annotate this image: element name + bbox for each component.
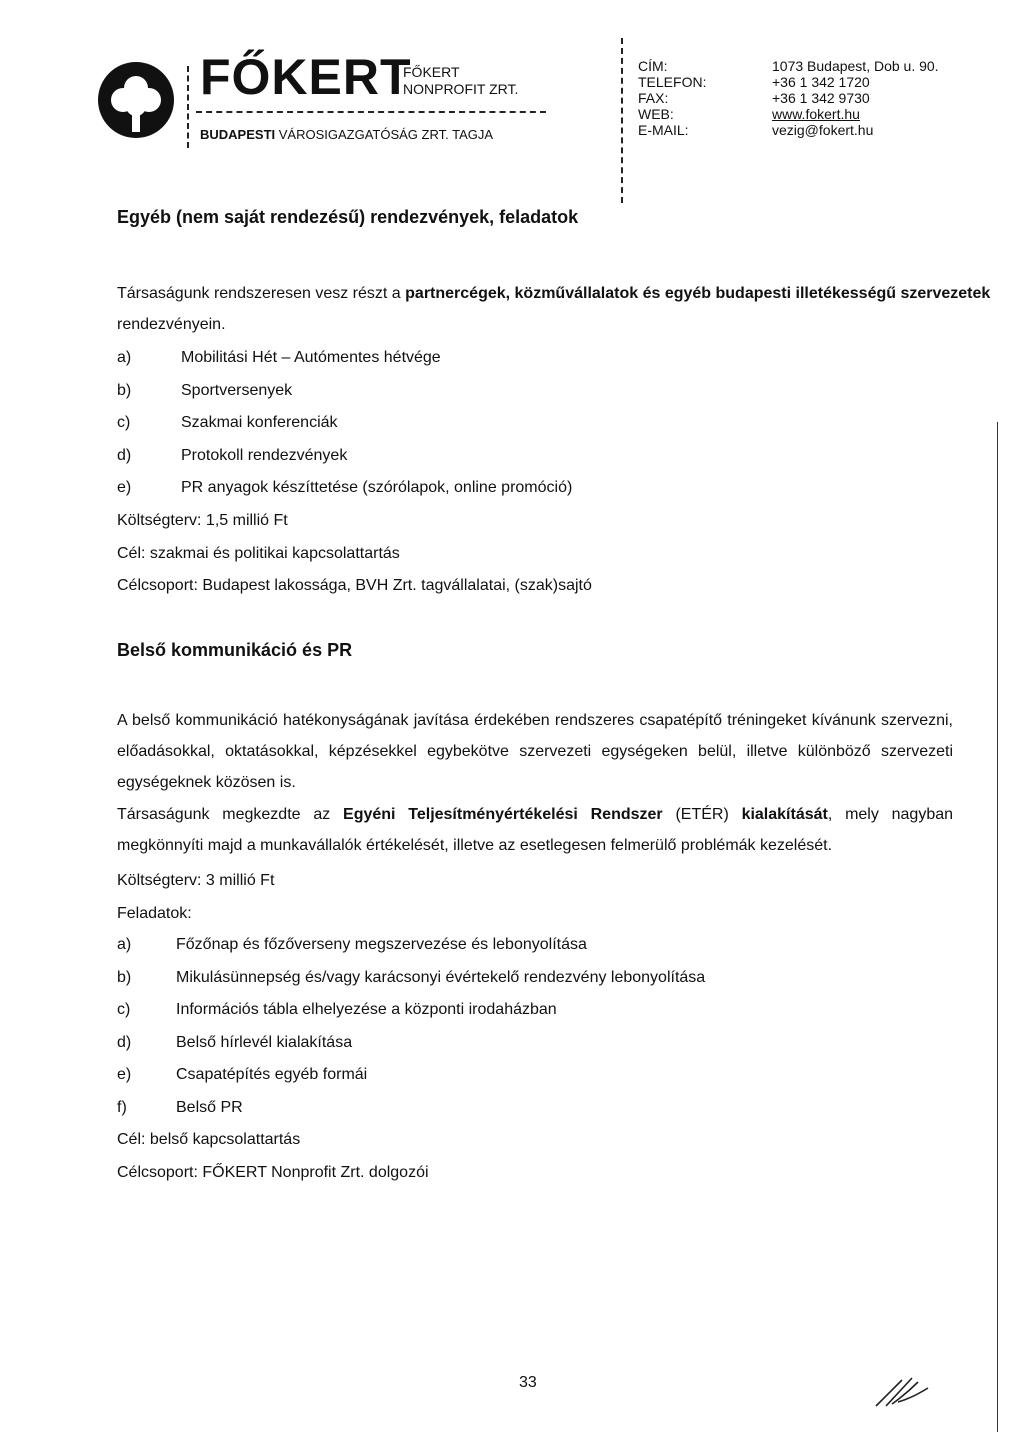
list-text: Szakmai konferenciák xyxy=(181,414,338,431)
list-item xyxy=(117,348,441,368)
brand-sub-line2: NONPROFIT ZRT. xyxy=(403,81,519,97)
list-item xyxy=(117,935,587,955)
list-item xyxy=(117,478,572,498)
para2-text: (ETÉR) xyxy=(662,806,742,823)
list-item xyxy=(117,968,705,988)
list-item xyxy=(117,1065,367,1085)
list-letter: b) xyxy=(117,969,132,986)
list-item xyxy=(117,1033,352,1053)
signature-icon xyxy=(872,1370,932,1410)
brand-sub-line1: FŐKERT xyxy=(403,64,460,80)
page-number: 33 xyxy=(519,1374,537,1391)
contact-address: 1073 Budapest, Dob u. 90. xyxy=(772,58,939,74)
contact-label: FAX: xyxy=(638,90,669,106)
parent-rest: VÁROSIGAZGATÓSÁG ZRT. TAGJA xyxy=(275,127,494,142)
list-text: Információs tábla elhelyezése a központi irodaházban xyxy=(176,1001,557,1018)
list-text: Csapatépítés egyéb formái xyxy=(176,1066,368,1083)
section2-paragraph2 xyxy=(117,799,953,861)
contact-values xyxy=(772,58,939,138)
contact-labels xyxy=(638,58,706,138)
para2-text: , mely nagyban megkönnyíti majd a munkavállalók értékelését, illetve az esetlegesen felmerülő problémák kezelését. xyxy=(117,806,954,854)
list-letter: b) xyxy=(117,382,132,399)
para2-text: Társaságunk megkezdte az xyxy=(117,806,344,823)
parent-bold: BUDAPESTI xyxy=(200,127,276,142)
header-divider-left xyxy=(187,66,189,148)
list-letter: c) xyxy=(117,414,131,431)
para2-bold: kialakítását xyxy=(741,806,828,823)
list-letter: d) xyxy=(117,1034,132,1051)
list-item xyxy=(117,1000,557,1020)
list-item xyxy=(117,413,338,433)
list-letter: c) xyxy=(117,1001,131,1018)
list-letter: a) xyxy=(117,936,132,953)
fokert-logo-icon xyxy=(96,60,176,140)
contact-web-link[interactable]: www.fokert.hu xyxy=(772,106,860,122)
list-letter: e) xyxy=(117,1066,132,1083)
intro-bold: partnercégek, közművállalatok és egyéb budapesti illetékességű szervezetek xyxy=(405,285,991,302)
section2-tasks-label: Feladatok: xyxy=(117,905,192,922)
list-item xyxy=(117,446,347,466)
brand-name: FŐKERT xyxy=(200,49,412,105)
list-letter: d) xyxy=(117,447,132,464)
section2-budget: Költségterv: 3 millió Ft xyxy=(117,872,275,889)
section2-goal: Cél: belső kapcsolattartás xyxy=(117,1131,301,1148)
contact-fax: +36 1 342 9730 xyxy=(772,90,870,106)
intro-plain: Társaságunk rendszeresen vesz részt a xyxy=(117,285,406,302)
section1-intro-line1 xyxy=(117,284,990,304)
section1-budget: Költségterv: 1,5 millió Ft xyxy=(117,512,288,529)
list-text: Protokoll rendezvények xyxy=(181,447,348,464)
section2-target: Célcsoport: FŐKERT Nonprofit Zrt. dolgozói xyxy=(117,1164,429,1181)
contact-label: CÍM: xyxy=(638,58,668,74)
section1-goal: Cél: szakmai és politikai kapcsolattartás xyxy=(117,545,400,562)
list-text: Belső hírlevél kialakítása xyxy=(176,1034,353,1051)
list-letter: e) xyxy=(117,479,132,496)
list-text: Főzőnap és főzőverseny megszervezése és lebonyolítása xyxy=(176,936,587,953)
section2-title: Belső kommunikáció és PR xyxy=(117,640,353,660)
brand-dashed-divider xyxy=(196,111,546,113)
contact-label: WEB: xyxy=(638,106,674,122)
para2-bold: Egyéni Teljesítményértékelési Rendszer xyxy=(343,806,663,823)
section1-title: Egyéb (nem saját rendezésű) rendezvények, feladatok xyxy=(117,207,579,227)
header-divider-right xyxy=(621,38,623,203)
brand-parent-line xyxy=(200,127,493,142)
list-letter: f) xyxy=(117,1099,127,1116)
contact-email[interactable]: vezig@fokert.hu xyxy=(772,122,874,138)
list-text: Mobilitási Hét – Autómentes hétvége xyxy=(181,349,441,366)
list-letter: a) xyxy=(117,349,132,366)
section1-target: Célcsoport: Budapest lakossága, BVH Zrt. tagvállalatai, (szak)sajtó xyxy=(117,577,592,594)
contact-phone: +36 1 342 1720 xyxy=(772,74,870,90)
list-text: PR anyagok készíttetése (szórólapok, online promóció) xyxy=(181,479,573,496)
list-text: Belső PR xyxy=(176,1099,243,1116)
section1-intro-line2: rendezvényein. xyxy=(117,316,226,333)
list-item xyxy=(117,1098,243,1118)
list-text: Sportversenyek xyxy=(181,382,293,399)
list-text: Mikulásünnepség és/vagy karácsonyi évértekelő rendezvény lebonyolítása xyxy=(176,969,706,986)
contact-label: TELEFON: xyxy=(638,74,707,90)
list-item xyxy=(117,381,292,401)
right-margin-line xyxy=(997,422,998,1432)
brand-subtitle xyxy=(403,64,518,98)
section2-paragraph1: A belső kommunikáció hatékonyságának javítása érdekében rendszeres csapatépítő tréningeket kívánunk szervezni, előadásokkal, oktatásokkal, képzésekkel egybekötve szervezeti egységeken belül, illetve különböző szervezeti egységeknek közösen is. xyxy=(117,712,953,791)
contact-label: E-MAIL: xyxy=(638,122,689,138)
